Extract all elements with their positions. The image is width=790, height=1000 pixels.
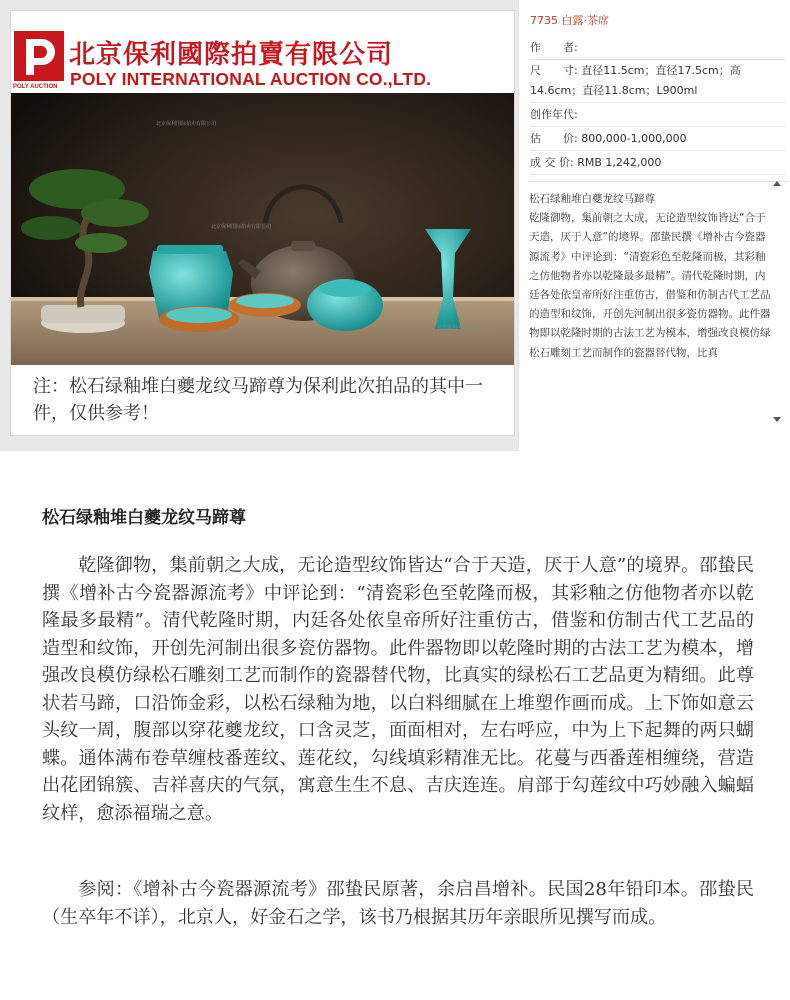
photo-watermark-1: 北京保利国际拍卖有限公司 — [156, 121, 217, 127]
reference-note: 注：松石绿釉堆白夔龙纹马蹄尊为保利此次拍品的其中一件，仅供参考！ — [33, 376, 483, 424]
tea-set-photo-icon — [11, 93, 514, 365]
description-preview: 松石绿釉堆白夔龙纹马蹄尊 乾隆御物，集前朝之大成，无论造型纹饰皆达“合于天造，厌于人意”的境界。邵蛰民撰《增补古今瓷器源流考》中评论到：“清瓷彩色至乾隆而极，其彩釉之仿他物者亦以乾隆最多最精”。清代乾隆时期，内廷各处依皇帝所好注重仿古，借鉴和仿制古代工艺品的造型和纹饰，开创先河制出很多瓷仿器物。此件器物即以乾隆时期的古法工艺为模本，增强改良模仿绿松石雕刻工艺而制作的瓷器替代物，比真 — [529, 193, 771, 359]
date-row — [530, 103, 786, 127]
price-label: 成 交 价: — [530, 156, 574, 169]
estimate-label: 估 价: — [530, 132, 578, 145]
scroll-up-icon[interactable] — [773, 181, 781, 186]
photo-watermark-3: 北京保利国际拍卖有限公司 — [437, 325, 498, 331]
article-paragraph-2: 参阅：《增补古今瓷器源流考》邵蛰民原著，余启昌增补。民国28年铅印本。邵蛰民（生卒年不详），北京人，好金石之学，该书乃根据其历年亲眼所见撰写而成。 — [42, 879, 754, 928]
article-paragraph-1: 乾隆御物，集前朝之大成，无论造型纹饰皆达“合于天造，厌于人意”的境界。邵蛰民撰《增补古今瓷器源流考》中评论到：“清瓷彩色至乾隆而极，其彩釉之仿他物者亦以乾隆最多最精”。清代乾隆时期，内廷各处依皇帝所好注重仿古，借鉴和仿制古代工艺品的造型和纹饰，开创先河制出很多瓷仿器物。此件器物即以乾隆时期的古法工艺为模本，增强改良模仿绿松石雕刻工艺而制作的瓷器替代物，比真实的绿松石工艺品更为精细。此尊状若马蹄，口沿饰金彩，以松石绿釉为地，以白料细腻在上堆塑作画而成。上下饰如意云头纹一周，腹部以穿花夔龙纹，口含灵芝，面面相对，左右呼应，中为上下起舞的两只蝴蝶。通体满布卷草缠枝番莲纹、莲花纹，勾线填彩精准无比。花蔓与西番莲相缠绕，营造出花团锦簇、吉祥喜庆的气氛，寓意生生不息、吉庆连连。肩部于勾莲纹中巧妙融入蝙蝠纹样，愈添福瑞之意。 — [42, 555, 754, 824]
size-value: 直径11.5cm；直径17.5cm；高14.6cm；直径11.8cm；L900ml — [530, 64, 741, 97]
lot-info-panel — [518, 0, 790, 451]
date-label: 创作年代: — [530, 108, 578, 121]
article — [0, 451, 790, 1000]
price-row — [530, 151, 786, 175]
auction-page-capture — [0, 0, 790, 451]
size-label: 尺 寸: — [530, 64, 578, 77]
price-value: RMB 1,242,000 — [577, 156, 662, 169]
brand-name-en: POLY INTERNATIONAL AUCTION CO.,LTD. — [70, 69, 432, 89]
author-row — [530, 36, 786, 60]
estimate-value: 800,000-1,000,000 — [581, 132, 687, 145]
brand-name-cn: 北京保利國際拍賣有限公司 — [69, 40, 394, 70]
article-title: 松石绿釉堆白夔龙纹马蹄尊 — [42, 508, 246, 528]
author-label: 作 者: — [530, 41, 578, 54]
poly-logo-icon — [14, 31, 64, 83]
size-row — [530, 60, 786, 103]
image-panel — [10, 10, 515, 436]
scroll-down-icon[interactable] — [773, 417, 781, 422]
description-scrollbar[interactable] — [772, 181, 782, 422]
brand-mark-text: POLY AUCTION — [13, 84, 58, 90]
photo-watermark-2: 北京保利国际拍卖有限公司 — [211, 224, 272, 230]
lot-photo — [11, 93, 514, 365]
lot-meta — [530, 36, 786, 175]
description-scroll-area[interactable] — [529, 181, 789, 422]
lot-title: 7735 白露·茶席 — [530, 14, 609, 27]
brand-header — [11, 21, 516, 95]
estimate-row — [530, 127, 786, 151]
